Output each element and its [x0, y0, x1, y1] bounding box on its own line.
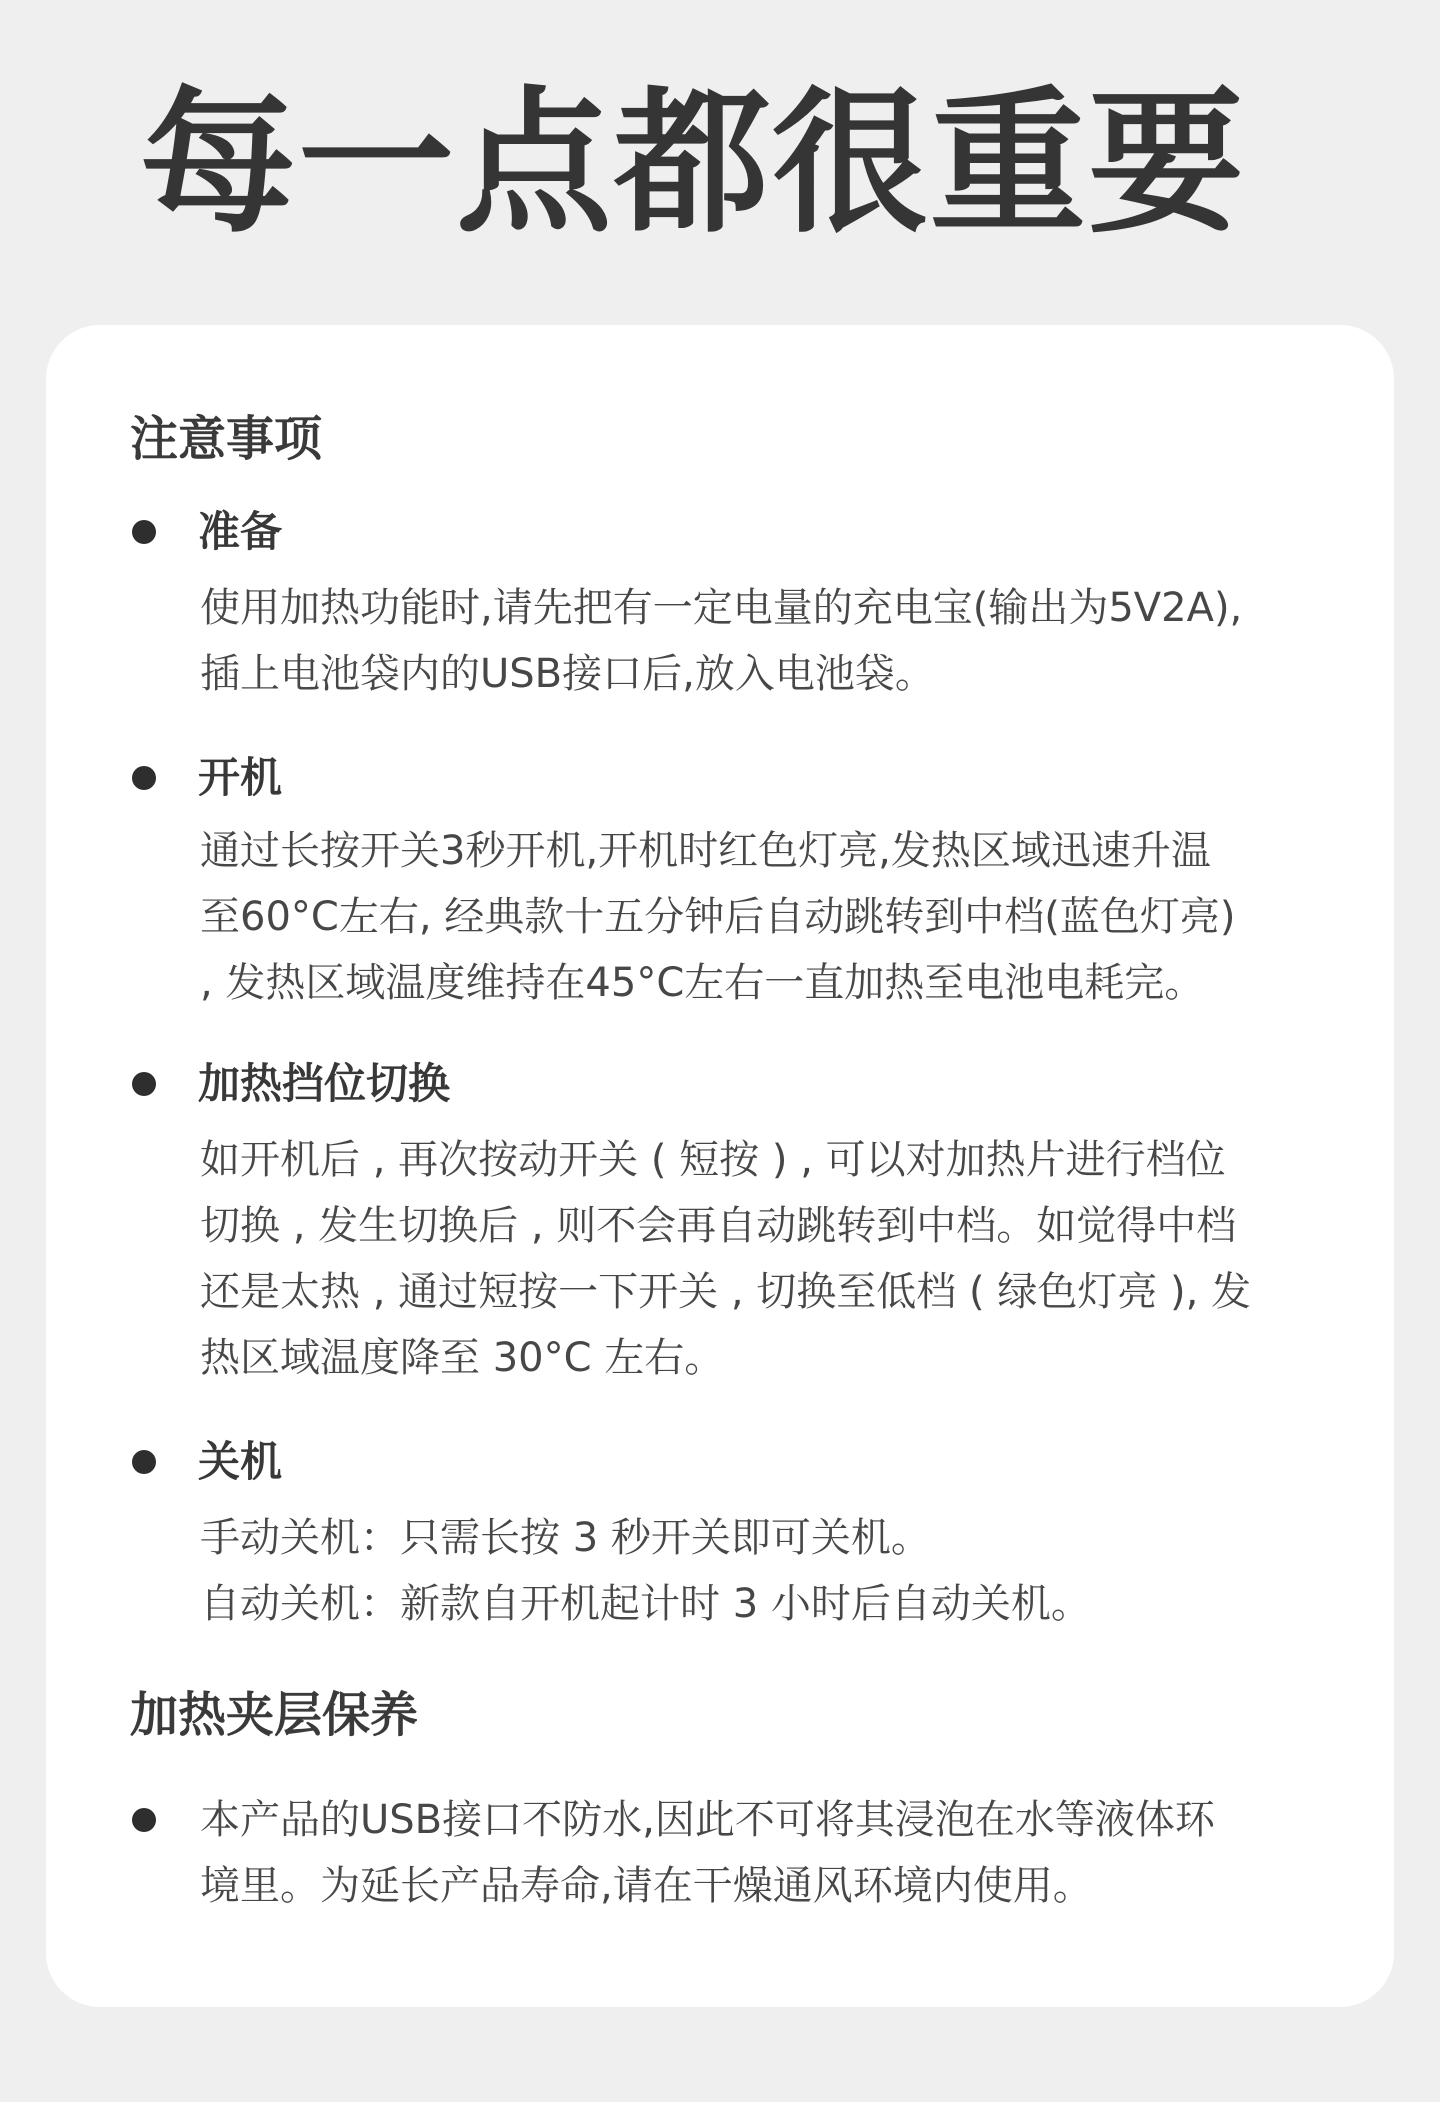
item-title-prepare: 准备 — [198, 507, 283, 556]
item-text-line: 热区域温度降至 30°C 左右。 — [200, 1335, 725, 1381]
item-title-heat-level-switch: 加热挡位切换 — [198, 1059, 451, 1108]
item-text-line: 境里。为延长产品寿命,请在干燥通风环境内使用。 — [200, 1863, 1093, 1909]
page-title: 每一点都很重要 — [140, 72, 1246, 254]
bullet-icon — [132, 766, 156, 790]
content-card — [46, 325, 1394, 2007]
item-title-power-off: 关机 — [198, 1437, 283, 1486]
item-text-line: 还是太热 , 通过短按一下开关 , 切换至低档 ( 绿色灯亮 ), 发 — [200, 1269, 1252, 1315]
item-text-line: 通过长按开关3秒开机,开机时红色灯亮,发热区域迅速升温 — [200, 828, 1211, 874]
bullet-icon — [132, 1072, 156, 1096]
section-heading-maintenance: 加热夹层保养 — [130, 1687, 419, 1743]
item-text-line: 使用加热功能时,请先把有一定电量的充电宝(输出为5V2A), — [200, 585, 1243, 631]
item-text-line: , 发热区域温度维持在45°C左右一直加热至电池电耗完。 — [200, 960, 1205, 1006]
item-text-line: 插上电池袋内的USB接口后,放入电池袋。 — [200, 651, 935, 697]
item-text-line: 切换 , 发生切换后 , 则不会再自动跳转到中档。如觉得中档 — [200, 1203, 1237, 1249]
item-text-line: 至60°C左右, 经典款十五分钟后自动跳转到中档(蓝色灯亮) — [200, 894, 1236, 940]
item-text-line: 手动关机：只需长按 3 秒开关即可关机。 — [200, 1515, 931, 1561]
item-text-line: 如开机后 , 再次按动开关 ( 短按 ) , 可以对加热片进行档位 — [200, 1137, 1226, 1183]
bullet-icon — [132, 1450, 156, 1474]
item-text-line: 本产品的USB接口不防水,因此不可将其浸泡在水等液体环 — [200, 1797, 1215, 1843]
section-heading-notes: 注意事项 — [130, 411, 323, 467]
item-text-line: 自动关机：新款自开机起计时 3 小时后自动关机。 — [200, 1581, 1091, 1627]
bullet-icon — [132, 520, 156, 544]
bullet-icon — [132, 1808, 156, 1832]
item-title-power-on: 开机 — [198, 753, 283, 802]
